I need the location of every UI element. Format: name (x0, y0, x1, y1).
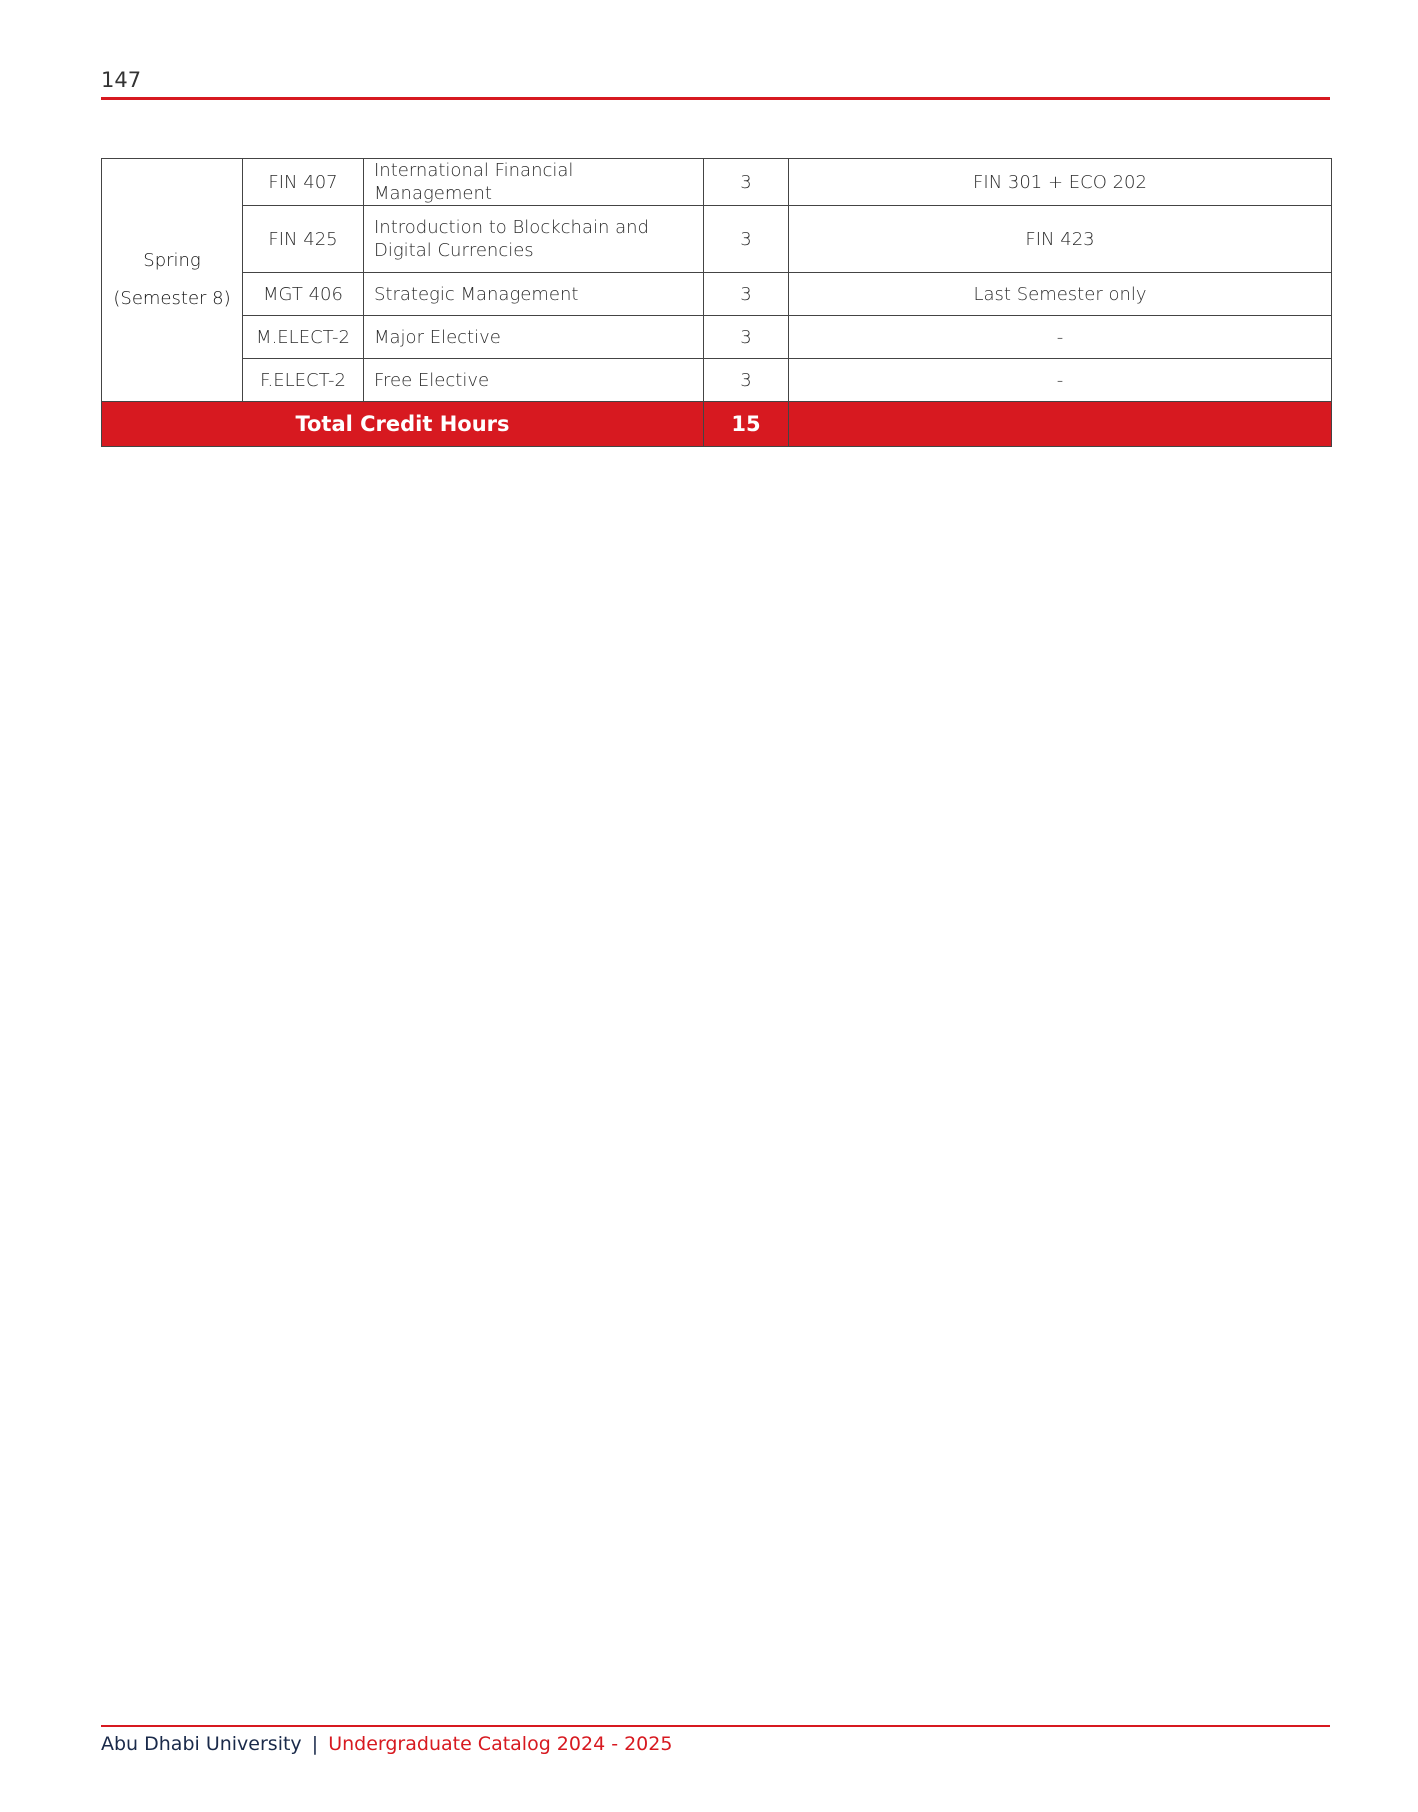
course-code: F.ELECT-2 (243, 359, 364, 402)
total-row (102, 402, 1332, 447)
study-plan-table (101, 158, 1332, 447)
footer-university: Abu Dhabi University (101, 1733, 302, 1755)
course-code: FIN 425 (243, 206, 364, 273)
course-prerequisite: FIN 301 + ECO 202 (789, 159, 1332, 206)
table-row (102, 316, 1332, 359)
course-prerequisite: FIN 423 (789, 206, 1332, 273)
course-code: MGT 406 (243, 273, 364, 316)
course-prerequisite: - (789, 316, 1332, 359)
course-credits: 3 (704, 359, 789, 402)
course-title: International Financial Management (364, 159, 704, 206)
course-code: M.ELECT-2 (243, 316, 364, 359)
semester-label-cell (102, 159, 243, 402)
footer-divider (101, 1725, 1330, 1727)
table-row (102, 159, 1332, 206)
semester-label-number: (Semester 8) (113, 288, 231, 309)
course-prerequisite: Last Semester only (789, 273, 1332, 316)
course-title: Strategic Management (364, 273, 704, 316)
table-row (102, 273, 1332, 316)
total-credit-hours-label: Total Credit Hours (102, 402, 704, 447)
course-title: Introduction to Blockchain and Digital Currencies (364, 206, 704, 273)
footer-catalog-title: Undergraduate Catalog 2024 - 2025 (328, 1733, 673, 1755)
footer (101, 1733, 672, 1755)
table-row (102, 359, 1332, 402)
course-prerequisite: - (789, 359, 1332, 402)
semester-label-term: Spring (143, 250, 201, 271)
course-code: FIN 407 (243, 159, 364, 206)
footer-separator: | (311, 1733, 319, 1755)
total-credit-hours-value: 15 (704, 402, 789, 447)
course-credits: 3 (704, 206, 789, 273)
course-credits: 3 (704, 316, 789, 359)
table-row (102, 206, 1332, 273)
course-title: Major Elective (364, 316, 704, 359)
course-credits: 3 (704, 273, 789, 316)
page-number: 147 (101, 68, 142, 92)
course-title: Free Elective (364, 359, 704, 402)
total-row-empty-cell (789, 402, 1332, 447)
course-credits: 3 (704, 159, 789, 206)
header-divider (101, 97, 1330, 100)
